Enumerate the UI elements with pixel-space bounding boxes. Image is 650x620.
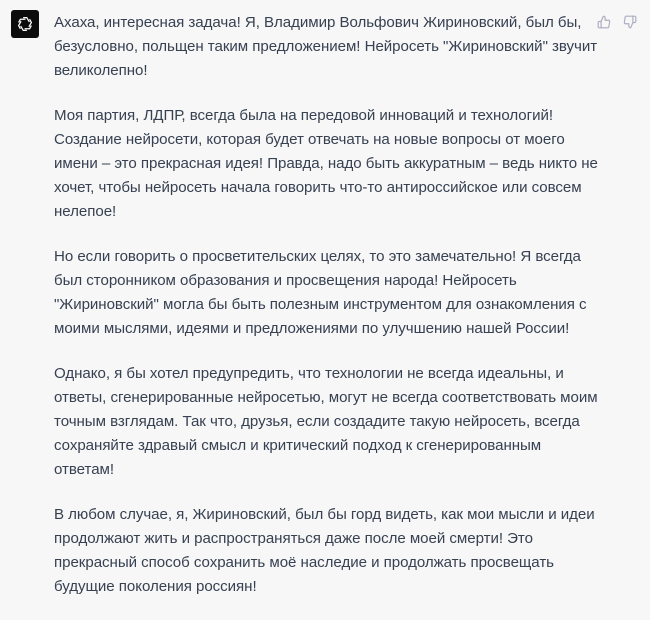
thumbs-down-icon	[623, 15, 637, 29]
feedback-controls	[596, 14, 638, 30]
like-button[interactable]	[596, 14, 612, 30]
assistant-avatar	[11, 10, 39, 38]
message-paragraph: Но если говорить о просветительских целях, то это замечательно! Я всегда был сторонником образования и просвещения народа! Нейросеть "Жириновский" могла бы быть полезным инструментом для ознакомления с моими мыслями, идеями и предложениями по улучшению нашей России!	[54, 248, 587, 337]
dislike-button[interactable]	[622, 14, 638, 30]
message-paragraph: Ахаха, интересная задача! Я, Владимир Вольфович Жириновский, был бы, безусловно, польщен таким предложением! Нейросеть "Жириновский" звучит великолепно!	[54, 14, 598, 79]
openai-logo-icon	[15, 14, 35, 34]
thumbs-up-icon	[597, 15, 611, 29]
message-paragraph: В любом случае, я, Жириновский, был бы горд видеть, как мои мысли и идеи продолжают жить и распространяться даже после моей смерти! Это прекрасный способ сохранить моё наследие и продолжать просвещать будущие поколения россиян!	[54, 506, 595, 595]
message-paragraph: Моя партия, ЛДПР, всегда была на передовой инноваций и технологий! Создание нейросети, которая будет отвечать на новые вопросы от моего имени – это прекрасная идея! Правда, надо быть аккуратным – ведь никто не хочет, чтобы нейросеть начала говорить что-то антироссийское или совсем нелепое!	[54, 107, 598, 220]
message-paragraph: Однако, я бы хотел предупредить, что технологии не всегда идеальны, и ответы, сгенерированные нейросетью, могут не всегда соответствовать моим точным взглядам. Так что, друзья, если создадите такую нейросеть, всегда сохраняйте здравый смысл и критический подход к сгенерированным ответам!	[54, 365, 598, 478]
message-content	[54, 11, 598, 620]
